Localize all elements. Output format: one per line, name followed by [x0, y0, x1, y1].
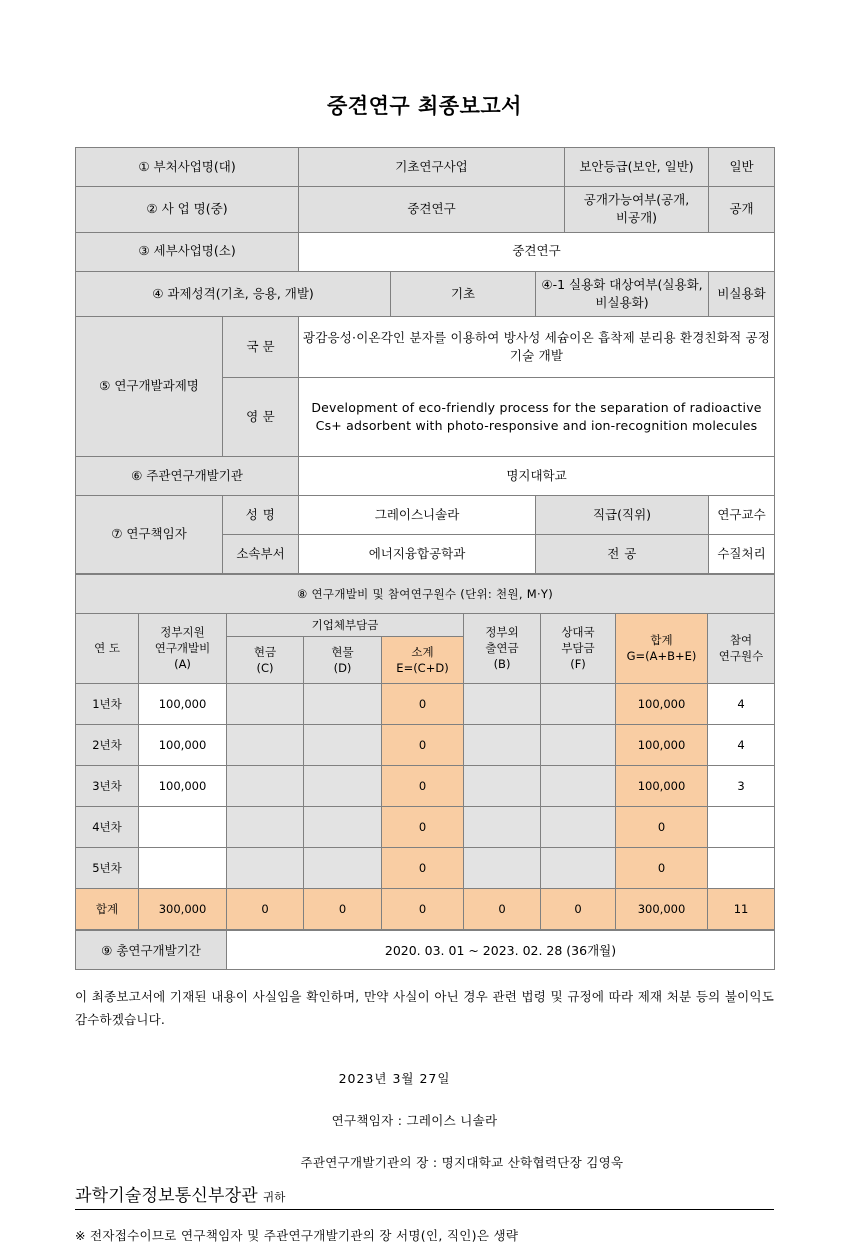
- cell-year: 4년차: [76, 806, 139, 847]
- cell-cash: [227, 806, 304, 847]
- table-row: [76, 724, 775, 765]
- cell-subtotal: 0: [382, 683, 464, 724]
- table-row: [76, 765, 775, 806]
- value-pi-major: 수질처리: [709, 534, 775, 573]
- label-subprogram-name: ③ 세부사업명(소): [76, 232, 299, 271]
- cell-total: 100,000: [616, 724, 708, 765]
- cell-year-total: 합계: [76, 888, 139, 929]
- table-row-subprogram-name: [76, 232, 775, 271]
- cell-gov-support: [139, 847, 227, 888]
- cell-cash: [227, 847, 304, 888]
- value-research-period: 2020. 03. 01 ~ 2023. 02. 28 (36개월): [227, 930, 775, 969]
- header-subtotal-line1: 소계: [411, 644, 434, 659]
- cell-inkind: [304, 765, 382, 806]
- header-cash-line2: (C): [256, 660, 274, 675]
- label-principal-investigator: ⑦ 연구책임자: [76, 495, 223, 573]
- table-row: [76, 683, 775, 724]
- table-row-project-type: [76, 271, 775, 316]
- cell-researchers-total: 11: [708, 888, 775, 929]
- label-project-title: ⑤ 연구개발과제명: [76, 316, 223, 456]
- header-researchers-line1: 참여: [729, 633, 753, 648]
- label-pi-department: 소속부서: [223, 534, 299, 573]
- header-partner-line1: 상대국: [561, 625, 595, 640]
- label-security-grade: 보안등급(보안, 일반): [565, 148, 709, 187]
- addressee-honorific: 귀하: [262, 1190, 286, 1205]
- cell-subtotal: 0: [382, 724, 464, 765]
- page-title: 중견연구 최종보고서: [327, 94, 522, 118]
- label-pi-major: 전 공: [536, 534, 709, 573]
- cell-gov-support: 100,000: [139, 683, 227, 724]
- signature-date: 2023년 3월 27일: [338, 1071, 451, 1087]
- cell-total: 0: [616, 847, 708, 888]
- value-commercialization: 비실용화: [709, 271, 775, 316]
- header-partner-country: [541, 613, 616, 683]
- value-disclosure: 공개: [709, 187, 775, 232]
- label-disclosure: 공개가능여부(공개, 비공개): [565, 187, 709, 232]
- project-info-table: [75, 147, 775, 574]
- table-row-host-institution: [76, 456, 775, 495]
- cell-cash: [227, 724, 304, 765]
- header-nongov-line2: 출연금: [485, 641, 519, 656]
- value-pi-name: 그레이스니솔라: [299, 495, 536, 534]
- cell-year: 3년차: [76, 765, 139, 806]
- header-gov-support-line2: 연구개발비: [154, 641, 211, 656]
- cell-total: 100,000: [616, 683, 708, 724]
- header-subtotal-line2: E=(C+D): [396, 660, 449, 675]
- cell-nongov: [464, 724, 541, 765]
- cell-researchers: 4: [708, 683, 775, 724]
- header-subtotal: [382, 636, 464, 683]
- header-nongov-funds: [464, 613, 541, 683]
- table-row-title-korean: [76, 316, 775, 377]
- cell-nongov: [464, 765, 541, 806]
- research-period-table: [75, 930, 775, 970]
- label-title-english: 영 문: [223, 377, 299, 456]
- table-row-period: [76, 930, 775, 969]
- label-commercialization: ④-1 실용화 대상여부(실용화, 비실용화): [536, 271, 709, 316]
- header-grand-total-line1: 합계: [650, 633, 673, 648]
- signature-institution-head: 주관연구개발기관의 장 : 명지대학교 산학협력단장 김영욱: [300, 1155, 624, 1171]
- value-pi-department: 에너지융합공학과: [299, 534, 536, 573]
- value-title-english: Development of eco-friendly process for the separation of radioactive Cs+ adsorbent with photo-responsive and ion-recognition molecules: [299, 377, 775, 456]
- table-row-program-name: [76, 187, 775, 232]
- cell-inkind: [304, 847, 382, 888]
- budget-header-row-1: [76, 613, 775, 636]
- cell-subtotal: 0: [382, 806, 464, 847]
- declaration-statement: 이 최종보고서에 기재된 내용이 사실임을 확인하며, 만약 사실이 아닌 경우 관련 법령 및 규정에 따라 제재 처분 등의 불이익도 감수하겠습니다.: [75, 988, 774, 1028]
- header-gov-support: [139, 613, 227, 683]
- label-ministry-program: ① 부처사업명(대): [76, 148, 299, 187]
- value-ministry-program: 기초연구사업: [299, 148, 565, 187]
- label-host-institution: ⑥ 주관연구개발기관: [76, 456, 299, 495]
- cell-total-total: 300,000: [616, 888, 708, 929]
- header-gov-support-line3: (A): [174, 657, 191, 672]
- header-inkind: [304, 636, 382, 683]
- header-grand-total: [616, 613, 708, 683]
- cell-nongov: [464, 847, 541, 888]
- cell-cash-total: 0: [227, 888, 304, 929]
- cell-year: 5년차: [76, 847, 139, 888]
- cell-inkind: [304, 806, 382, 847]
- addressee-title: 과학기술정보통신부장관: [75, 1186, 258, 1207]
- value-project-type: 기초: [391, 271, 536, 316]
- cell-partner: [541, 683, 616, 724]
- cell-partner: [541, 765, 616, 806]
- header-company-contribution-group: 기업체부담금: [227, 613, 464, 636]
- cell-subtotal: 0: [382, 765, 464, 806]
- cell-partner-total: 0: [541, 888, 616, 929]
- cell-subtotal-total: 0: [382, 888, 464, 929]
- label-pi-name: 성 명: [223, 495, 299, 534]
- cell-nongov: [464, 806, 541, 847]
- cell-subtotal: 0: [382, 847, 464, 888]
- cell-partner: [541, 724, 616, 765]
- header-partner-line2: 부담금: [561, 641, 595, 656]
- table-row-pi-name: [76, 495, 775, 534]
- cell-researchers: 4: [708, 724, 775, 765]
- cell-partner: [541, 847, 616, 888]
- label-title-korean: 국 문: [223, 316, 299, 377]
- header-year: 연 도: [76, 613, 139, 683]
- cell-partner: [541, 806, 616, 847]
- cell-inkind-total: 0: [304, 888, 382, 929]
- value-host-institution: 명지대학교: [299, 456, 775, 495]
- cell-cash: [227, 765, 304, 806]
- value-pi-position: 연구교수: [709, 495, 775, 534]
- value-subprogram-name: 중견연구: [299, 232, 775, 271]
- cell-researchers: 3: [708, 765, 775, 806]
- table-row: [76, 806, 775, 847]
- cell-cash: [227, 683, 304, 724]
- cell-nongov: [464, 683, 541, 724]
- cell-gov-support: 100,000: [139, 765, 227, 806]
- cell-gov-support: [139, 806, 227, 847]
- label-pi-position: 직급(직위): [536, 495, 709, 534]
- header-researchers: [708, 613, 775, 683]
- budget-table: [75, 574, 775, 930]
- cell-total: 0: [616, 806, 708, 847]
- header-researchers-line2: 연구원수: [718, 649, 764, 664]
- value-program-name: 중견연구: [299, 187, 565, 232]
- header-partner-line3: (F): [570, 657, 586, 672]
- header-nongov-line3: (B): [493, 657, 511, 672]
- cell-year: 2년차: [76, 724, 139, 765]
- budget-section-title: ⑧ 연구개발비 및 참여연구원수 (단위: 천원, M·Y): [76, 574, 775, 613]
- header-inkind-line1: 현물: [331, 644, 354, 659]
- footnote-text: ※ 전자접수이므로 연구책임자 및 주관연구개발기관의 장 서명(인, 직인)은 생략: [75, 1228, 519, 1244]
- cell-inkind: [304, 683, 382, 724]
- table-row-total: [76, 888, 775, 929]
- cell-nongov-total: 0: [464, 888, 541, 929]
- cell-researchers: [708, 806, 775, 847]
- label-project-type: ④ 과제성격(기초, 응용, 개발): [76, 271, 391, 316]
- cell-year: 1년차: [76, 683, 139, 724]
- header-nongov-line1: 정부외: [485, 625, 519, 640]
- cell-gov-support: 100,000: [139, 724, 227, 765]
- label-program-name: ② 사 업 명(중): [76, 187, 299, 232]
- cell-inkind: [304, 724, 382, 765]
- header-inkind-line2: (D): [333, 660, 352, 675]
- header-grand-total-line2: G=(A+B+E): [626, 649, 697, 664]
- header-cash: [227, 636, 304, 683]
- value-security-grade: 일반: [709, 148, 775, 187]
- table-row-ministry-program: [76, 148, 775, 187]
- header-gov-support-line1: 정부지원: [160, 625, 205, 640]
- cell-researchers: [708, 847, 775, 888]
- budget-section-header-row: [76, 574, 775, 613]
- label-research-period: ⑨ 총연구개발기간: [76, 930, 227, 969]
- header-cash-line1: 현금: [253, 644, 277, 659]
- cell-total: 100,000: [616, 765, 708, 806]
- cell-gov-support-total: 300,000: [139, 888, 227, 929]
- addressee: [75, 1181, 774, 1210]
- signature-researcher: 연구책임자 : 그레이스 니솔라: [331, 1113, 498, 1129]
- table-row: [76, 847, 775, 888]
- value-title-korean: 광감응성·이온각인 분자를 이용하여 방사성 세슘이온 흡착제 분리용 환경친화적 공정 기술 개발: [299, 316, 775, 377]
